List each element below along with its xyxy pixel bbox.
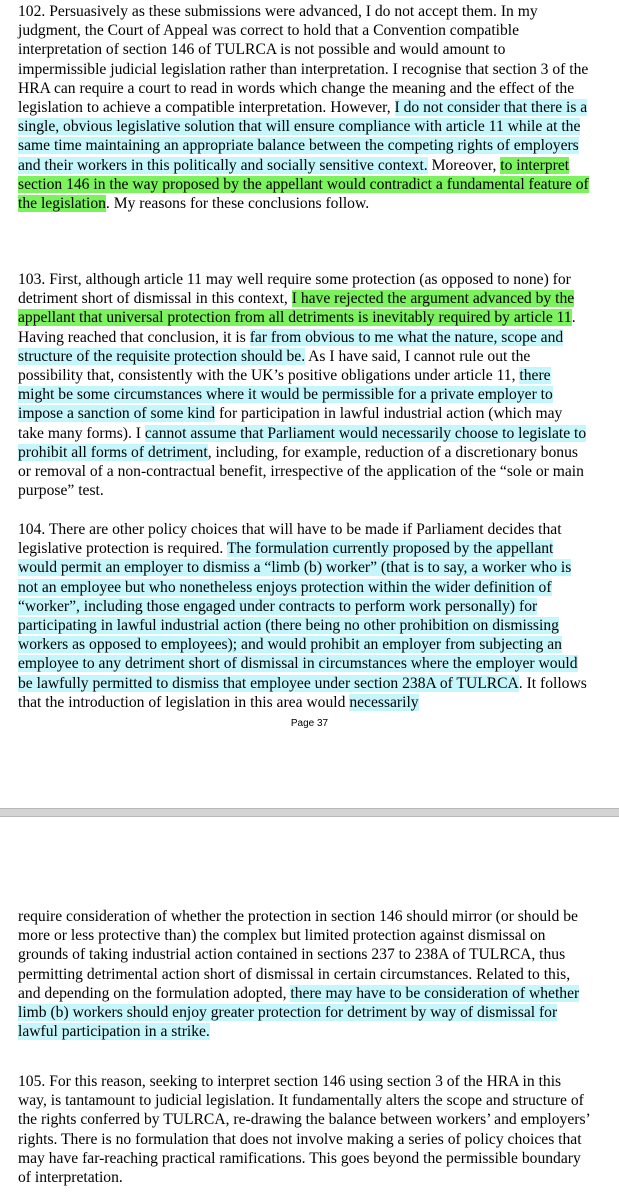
page-separator [0,808,619,817]
paragraph-number: 104. [18,521,49,538]
highlighted-text-green: to interpret section 146 in the way proposed by the appellant would contradict a fundamental feature of the legislation [18,156,589,213]
paragraph-104 [18,520,590,712]
paragraph-text: . My reasons for these conclusions follow. [105,195,370,213]
paragraph-number: 102. [18,3,50,20]
document-page-38 [0,817,619,1192]
paragraph-text: . It follows that the introduction of legislation in this area would [18,674,587,711]
paragraph-text: Persuasively as these submissions were advanced, I do not accept them. In my judgment, the Court of Appeal was correct to hold that a Convention compatible interpretation of section 146 of TULRCA is not possible and would amount to impermissible judicial legislation rather than interpretation. I recognise that section 3 of the HRA can require a court to read in words which change the meaning and the effect of the legislation to achieve a compatible interpretation. However, [18,3,589,117]
paragraph-text: As I have said, I cannot rule out the possibility that, consistently with the UK’s positive obligations under article 11, [18,347,531,385]
paragraph-text: Moreover, [427,156,501,174]
paragraph-text: . Having reached that conclusion, it is [18,309,576,346]
highlighted-text-blue: cannot assume that Parliament would necessarily choose to legislate to prohibit all forms of detriment [18,424,587,461]
paragraph-text: for participation in lawful industrial action (which may take many forms). I [18,405,563,442]
highlighted-text-blue: I do not consider that there is a single, obvious legislative solution that will ensure compliance with article 11 while at the same time maintaining an appropriate balance between the competing rights of employers and their workers in this politically and socially sensitive context. [18,99,588,174]
paragraph-number: 103. [18,271,50,288]
highlighted-text-blue: necessarily [349,693,419,711]
paragraph-text: There are other policy choices that will have to be made if Parliament decides that legislative protection is required. [18,521,562,558]
paragraph-104-continued [18,907,590,1041]
paragraph-text: For this reason, seeking to interpret section 146 using section 3 of the HRA in this way, is tantamount to judicial legislation. It fundamentally alters the scope and structure of the rights conferred by TULRCA, re-drawing the balance between workers’ and employers’ rights. There is no formulation that does not involve making a series of policy choices that may have far-reaching practical ramifications. This goes beyond the permissible boundary of interpretation. [18,1073,590,1187]
paragraph-105 [18,1072,590,1187]
highlighted-text-blue: far from obvious to me what the nature, scope and structure of the requisite protection should be. [18,328,564,365]
page-number: Page 37 [290,718,329,729]
paragraph-number: require consideration of whether the protection in section 146 should mirror (or should be more or less protective than) the complex but limited protection against dismissal on grounds of taking industrial action contained in sections 237 to 238A [18,908,578,964]
highlighted-text-blue: there might be some circumstances where it would be permissible for a private employer to impose a sanction of some kind [18,367,553,423]
paragraph-text: First, although article 11 may well require some protection (as opposed to none) for detriment short of dismissal in this context, [18,271,571,308]
paragraph-number: 105. [18,1073,50,1090]
highlighted-text-blue: there may have to be consideration of whether limb (b) workers should enjoy greater protection for detriment by way of dismissal for lawful participation in a strike. [18,984,580,1041]
paragraph-103 [18,270,590,500]
paragraph-text: , including, for example, reduction of a discretionary bonus or removal of a non-contractual benefit, irrespective of the application of the “sole or main purpose” test. [18,443,584,500]
highlighted-text-blue: The formulation currently proposed by the appellant would permit an employer to dismiss a “limb (b) worker” (that is to say, a worker who is not an employee but who nonetheless enjoys protection within the wider definition of “worker”, including those engaged under contracts to perform work personally) for participating in lawful industrial action (there being no other prohibition on dismissing workers as opposed to employees); and would prohibit an employer from subjecting an employee to any detriment short of dismissal in circumstances where the employer would be lawfully permitted to dismiss that employee under section 238A of TULRCA [18,540,578,692]
highlighted-text-green: I have rejected the argument advanced by the appellant that universal protection from all detriments is inevitably required by article 11 [18,290,575,327]
paragraph-text: of TULRCA, thus permitting detrimental action short of dismissal in certain circumstances. Related to this, and depending on the formulation adopted, [18,946,571,1002]
paragraph-102 [18,2,590,213]
